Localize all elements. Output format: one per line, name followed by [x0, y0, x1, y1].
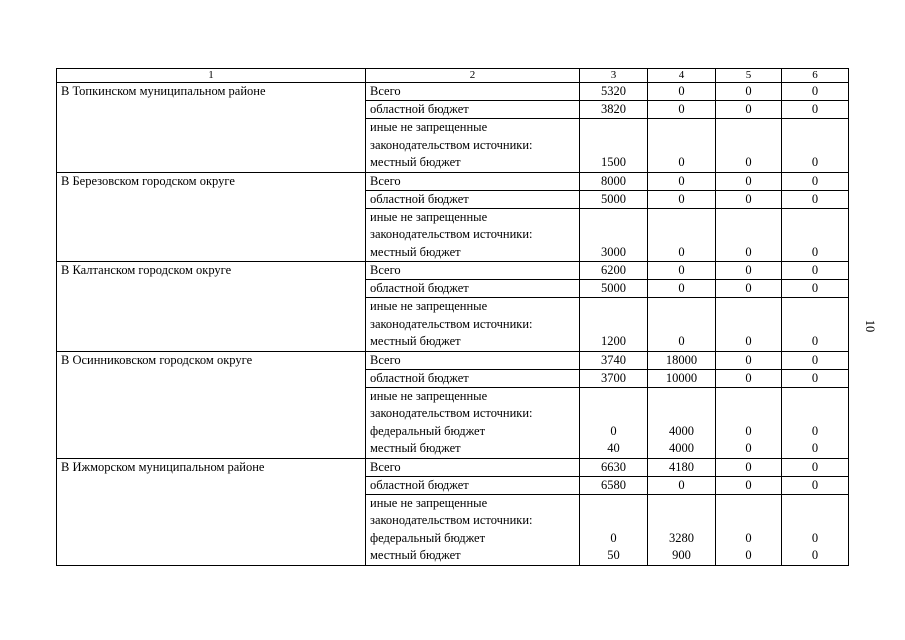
value-line: 0: [811, 244, 819, 259]
source-label-line: местный бюджет: [370, 155, 461, 169]
value-line: 0: [745, 441, 752, 455]
page-number: 10: [863, 319, 877, 333]
value-cell: 3700: [580, 369, 648, 387]
value-cell: 10000: [648, 369, 716, 387]
value-cell: 0: [782, 280, 849, 298]
value-cell: 6630: [580, 458, 648, 476]
source-label-line: местный бюджет: [370, 548, 461, 562]
value-cell: 5320: [580, 83, 648, 101]
column-number-row: [57, 69, 849, 83]
source-label: областной бюджет: [366, 190, 580, 208]
value-cell: 0: [716, 262, 782, 280]
value-cell: 0: [782, 262, 849, 280]
value-line: 0: [745, 548, 752, 562]
source-label-line: местный бюджет: [370, 441, 461, 455]
source-label: Всего: [366, 351, 580, 369]
source-label-line: законодательством источники:: [370, 406, 533, 420]
source-label-line: федеральный бюджет: [370, 423, 486, 438]
value-line: 0: [745, 244, 752, 259]
value-line: 4000: [669, 423, 694, 438]
value-cell-multiline: [716, 119, 782, 173]
value-line: 0: [745, 334, 752, 348]
column-header-1: 1: [57, 69, 366, 83]
source-label-line: федеральный бюджет: [370, 530, 486, 545]
value-cell-multiline: [648, 494, 716, 565]
value-cell-multiline: [782, 494, 849, 565]
value-line: 0: [678, 155, 685, 169]
value-line: 0: [811, 548, 819, 562]
source-label: областной бюджет: [366, 369, 580, 387]
value-line: 50: [607, 548, 620, 562]
value-line: 0: [811, 334, 819, 348]
value-cell-multiline: [580, 208, 648, 262]
value-cell-multiline: [782, 119, 849, 173]
value-cell: 0: [716, 190, 782, 208]
territory-name: В Березовском городском округе: [57, 172, 366, 262]
table-row-total: [57, 458, 849, 476]
column-header-2: 2: [366, 69, 580, 83]
source-label-line: иные не запрещенные: [370, 388, 488, 403]
value-line: 0: [811, 441, 819, 455]
value-cell: 0: [782, 172, 849, 190]
value-cell: 0: [716, 280, 782, 298]
value-cell-multiline: [716, 387, 782, 458]
source-label: областной бюджет: [366, 101, 580, 119]
value-cell-multiline: [782, 298, 849, 352]
value-cell-multiline: [648, 298, 716, 352]
value-cell: 0: [716, 458, 782, 476]
value-cell-multiline: [580, 119, 648, 173]
territory-name: В Топкинском муниципальном районе: [57, 83, 366, 173]
value-cell: 0: [782, 369, 849, 387]
value-cell: 0: [716, 476, 782, 494]
source-label-multiline: [366, 119, 580, 173]
value-cell: 0: [716, 172, 782, 190]
value-cell: 0: [648, 280, 716, 298]
value-cell: 0: [716, 369, 782, 387]
territory-name: В Ижморском муниципальном районе: [57, 458, 366, 565]
value-line: 0: [745, 530, 752, 545]
source-label-multiline: [366, 298, 580, 352]
value-cell: 18000: [648, 351, 716, 369]
value-cell: 0: [782, 190, 849, 208]
source-label: Всего: [366, 262, 580, 280]
value-cell-multiline: [716, 298, 782, 352]
value-cell: 3820: [580, 101, 648, 119]
value-line: 0: [610, 530, 617, 545]
source-label: Всего: [366, 458, 580, 476]
value-cell: 6200: [580, 262, 648, 280]
value-cell: 0: [648, 190, 716, 208]
table-row-total: [57, 172, 849, 190]
source-label-line: законодательством источники:: [370, 316, 533, 331]
value-line: 0: [811, 530, 819, 545]
value-line: 0: [745, 423, 752, 438]
column-header-5: 5: [716, 69, 782, 83]
source-label-line: законодательством источники:: [370, 137, 533, 152]
value-cell: 0: [648, 476, 716, 494]
value-line: 0: [610, 423, 617, 438]
value-line: 40: [607, 441, 620, 455]
source-label-line: иные не запрещенные: [370, 209, 488, 224]
source-label-multiline: [366, 208, 580, 262]
value-cell: 0: [716, 83, 782, 101]
value-cell-multiline: [580, 298, 648, 352]
source-label-multiline: [366, 387, 580, 458]
value-line: 3000: [601, 244, 626, 259]
value-cell-multiline: [716, 208, 782, 262]
value-cell: 0: [648, 262, 716, 280]
value-cell-multiline: [580, 387, 648, 458]
value-line: 0: [745, 155, 752, 169]
value-cell-multiline: [716, 494, 782, 565]
column-header-6: 6: [782, 69, 849, 83]
value-line: 900: [672, 548, 691, 562]
territory-name: В Осинниковском городском округе: [57, 351, 366, 458]
source-label: областной бюджет: [366, 280, 580, 298]
value-cell: 0: [782, 476, 849, 494]
source-label-line: иные не запрещенные: [370, 495, 488, 510]
column-header-3: 3: [580, 69, 648, 83]
value-cell: 0: [716, 351, 782, 369]
value-line: 0: [678, 244, 685, 259]
value-cell: 0: [782, 83, 849, 101]
value-cell: 0: [648, 83, 716, 101]
source-label-line: местный бюджет: [370, 244, 461, 259]
value-cell: 0: [648, 101, 716, 119]
value-line: 0: [678, 334, 685, 348]
source-label-line: законодательством источники:: [370, 513, 533, 527]
value-cell: 0: [782, 351, 849, 369]
source-label-line: местный бюджет: [370, 334, 461, 348]
value-cell: 8000: [580, 172, 648, 190]
value-cell: 4180: [648, 458, 716, 476]
source-label: областной бюджет: [366, 476, 580, 494]
value-cell-multiline: [648, 208, 716, 262]
value-cell-multiline: [648, 387, 716, 458]
column-header-4: 4: [648, 69, 716, 83]
value-cell: 0: [648, 172, 716, 190]
table-row-total: [57, 262, 849, 280]
source-label-line: иные не запрещенные: [370, 299, 488, 313]
value-cell-multiline: [782, 208, 849, 262]
table-row-total: [57, 83, 849, 101]
value-cell: 0: [782, 101, 849, 119]
source-label: Всего: [366, 172, 580, 190]
value-cell: 5000: [580, 280, 648, 298]
value-cell: 0: [716, 101, 782, 119]
table-row-total: [57, 351, 849, 369]
value-line: 1200: [601, 334, 626, 348]
value-cell-multiline: [782, 387, 849, 458]
source-label-line: законодательством источники:: [370, 227, 533, 241]
value-line: 0: [811, 423, 819, 438]
value-line: 4000: [669, 441, 694, 455]
value-line: 1500: [601, 155, 626, 169]
value-cell: 0: [782, 458, 849, 476]
value-cell-multiline: [648, 119, 716, 173]
value-line: 3280: [669, 530, 694, 545]
territory-name: В Калтанском городском округе: [57, 262, 366, 352]
value-line: 0: [811, 155, 819, 169]
value-cell: 5000: [580, 190, 648, 208]
source-label: Всего: [366, 83, 580, 101]
source-label-multiline: [366, 494, 580, 565]
source-label-line: иные не запрещенные: [370, 120, 488, 134]
value-cell: 3740: [580, 351, 648, 369]
budget-table: [56, 68, 849, 566]
value-cell: 6580: [580, 476, 648, 494]
value-cell-multiline: [580, 494, 648, 565]
